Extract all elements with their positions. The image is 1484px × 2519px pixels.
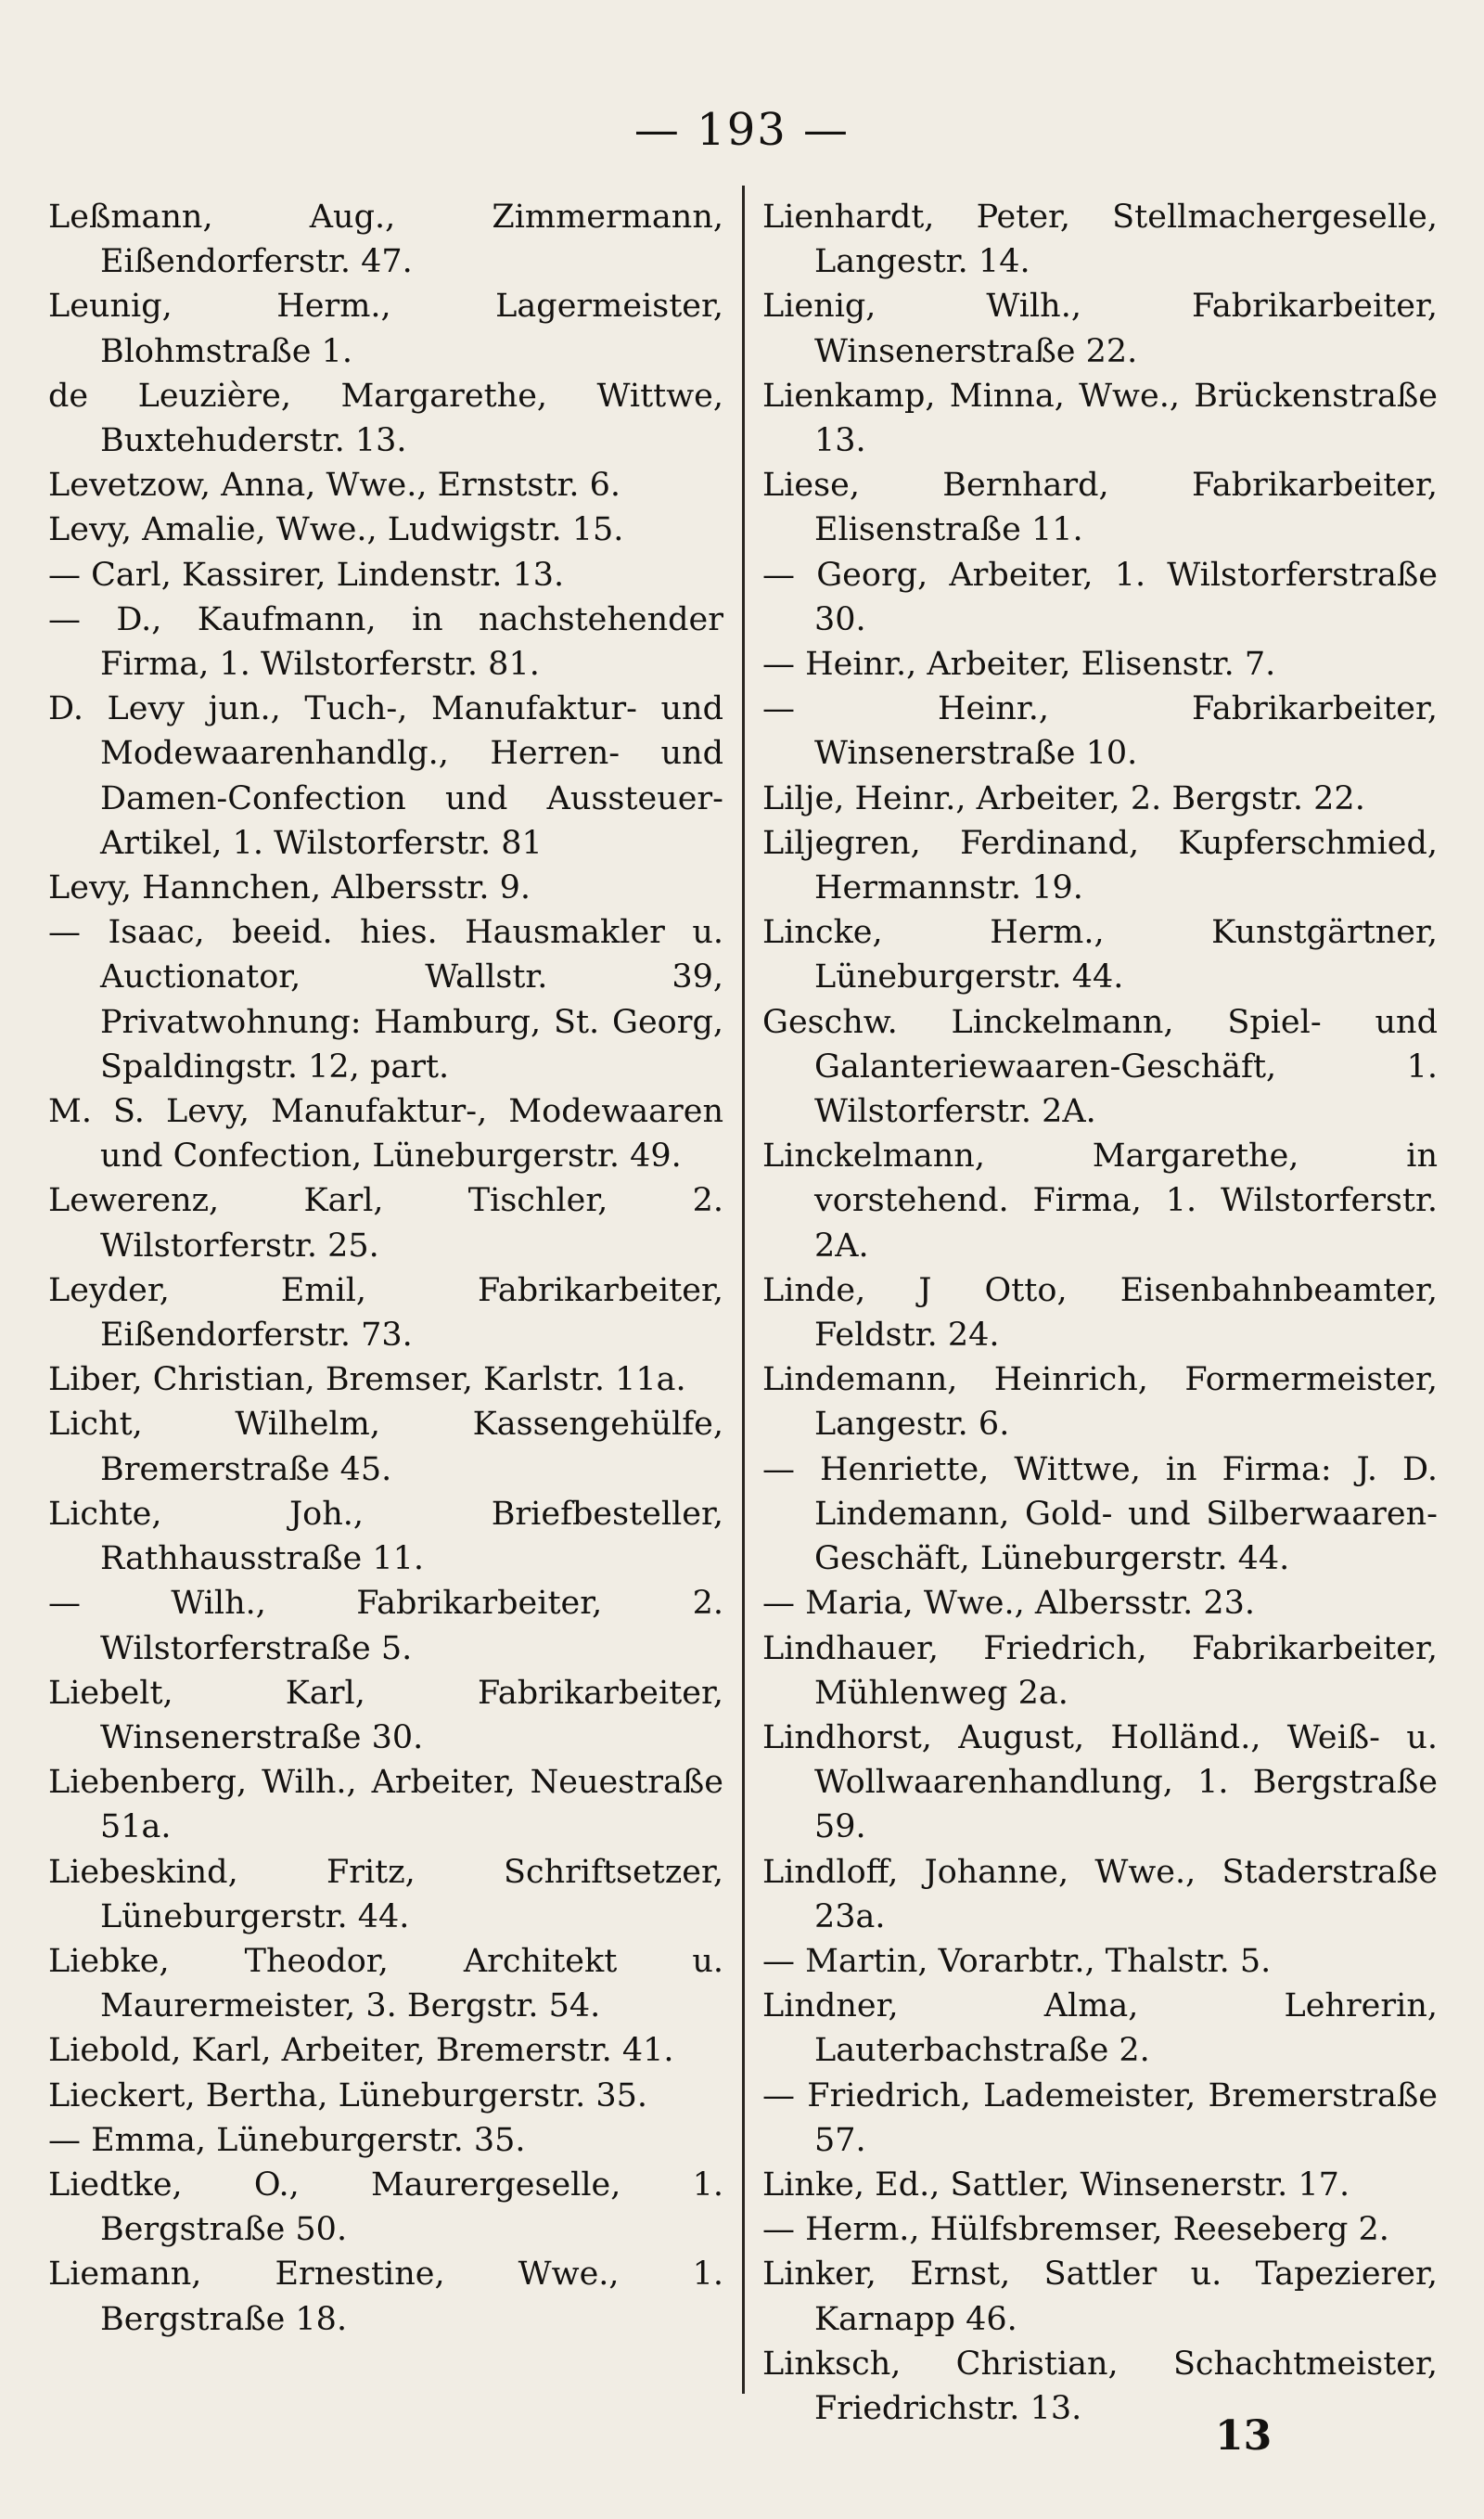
- directory-entry: — Henriette, Wittwe, in Firma: J. D. Lindemann, Gold- und Silberwaaren-Geschäft, Lüneburgerstr. 44.: [762, 1450, 1438, 1578]
- directory-entry: M. S. Levy, Manufaktur-, Modewaaren und Confection, Lüneburgerstr. 49.: [48, 1093, 723, 1176]
- directory-entry: Lewerenz, Karl, Tischler, 2. Wilstorferstr. 25.: [48, 1182, 723, 1265]
- directory-entry: Lilje, Heinr., Arbeiter, 2. Bergstr. 22.: [762, 779, 1365, 817]
- directory-entry: — Isaac, beeid. hies. Hausmakler u. Auctionator, Wallstr. 39, Privatwohnung: Hamburg, St. Georg, Spaldingstr. 12, part.: [48, 914, 723, 1086]
- directory-entry: Linde, J Otto, Eisenbahnbeamter, Feldstr. 24.: [762, 1271, 1438, 1355]
- directory-entry: Liedtke, O., Maurergeselle, 1. Bergstraße 50.: [48, 2166, 723, 2249]
- directory-entry: Lindemann, Heinrich, Formermeister, Langestr. 6.: [762, 1361, 1438, 1444]
- directory-entry: — Herm., Hülfsbremser, Reeseberg 2.: [762, 2211, 1389, 2249]
- directory-entry: de Leuzière, Margarethe, Wittwe, Buxtehuderstr. 13.: [48, 377, 723, 460]
- directory-entry: — Martin, Vorarbtr., Thalstr. 5.: [762, 1942, 1272, 1980]
- right-column: [762, 195, 1438, 2431]
- directory-entry: — Heinr., Fabrikarbeiter, Winsenerstraße 10.: [762, 690, 1438, 773]
- directory-entry: Lieckert, Bertha, Lüneburgerstr. 35.: [48, 2076, 647, 2114]
- left-column: [48, 195, 723, 2342]
- directory-entry: Liber, Christian, Bremser, Karlstr. 11a.: [48, 1361, 686, 1399]
- directory-entry: Lincke, Herm., Kunstgärtner, Lüneburgerstr. 44.: [762, 914, 1438, 996]
- directory-entry: Leyder, Emil, Fabrikarbeiter, Eißendorferstr. 73.: [48, 1271, 723, 1355]
- directory-entry: Lindloff, Johanne, Wwe., Staderstraße 23a.: [762, 1853, 1438, 1935]
- directory-entry: Lichte, Joh., Briefbesteller, Rathhausstraße 11.: [48, 1495, 723, 1578]
- page-number: — 193 —: [633, 104, 851, 156]
- directory-entry: — Carl, Kassirer, Lindenstr. 13.: [48, 556, 565, 594]
- directory-entry: Linksch, Christian, Schachtmeister, Friedrichstr. 13.: [762, 2345, 1438, 2427]
- directory-entry: Liebelt, Karl, Fabrikarbeiter, Winsenerstraße 30.: [48, 1674, 723, 1756]
- directory-entry: Licht, Wilhelm, Kassengehülfe, Bremerstraße 45.: [48, 1406, 723, 1488]
- directory-entry: Geschw. Linckelmann, Spiel- und Galanteriewaaren-Geschäft, 1. Wilstorferstr. 2A.: [762, 1003, 1438, 1131]
- directory-entry: Liebeskind, Fritz, Schriftsetzer, Lüneburgerstr. 44.: [48, 1853, 723, 1935]
- directory-entry: Liljegren, Ferdinand, Kupferschmied, Hermannstr. 19.: [762, 824, 1438, 907]
- directory-entry: Linke, Ed., Sattler, Winsenerstr. 17.: [762, 2166, 1350, 2204]
- directory-entry: Lienkamp, Minna, Wwe., Brückenstraße 13.: [762, 377, 1438, 460]
- directory-entry: — Emma, Lüneburgerstr. 35.: [48, 2121, 526, 2159]
- directory-entry: — D., Kaufmann, in nachstehender Firma, 1. Wilstorferstr. 81.: [48, 600, 723, 684]
- directory-entry: D. Levy jun., Tuch-, Manufaktur- und Modewaarenhandlg., Herren- und Damen-Confection und Aussteuer-Artikel, 1. Wilstorferstr. 81: [48, 690, 723, 862]
- directory-entry: — Wilh., Fabrikarbeiter, 2. Wilstorferstraße 5.: [48, 1585, 723, 1667]
- directory-entry: Levy, Amalie, Wwe., Ludwigstr. 15.: [48, 511, 624, 549]
- directory-entry: Leunig, Herm., Lagermeister, Blohmstraße 1.: [48, 288, 723, 370]
- directory-entry: Liese, Bernhard, Fabrikarbeiter, Elisenstraße 11.: [762, 467, 1438, 549]
- directory-entry: Leßmann, Aug., Zimmermann, Eißendorferstr. 47.: [48, 199, 723, 281]
- column-divider: [742, 186, 745, 2394]
- directory-entry: Levetzow, Anna, Wwe., Ernststr. 6.: [48, 467, 620, 505]
- directory-entry: — Georg, Arbeiter, 1. Wilstorferstraße 30.: [762, 556, 1438, 638]
- signature-mark: 13: [1215, 2412, 1273, 2460]
- directory-entry: Liebke, Theodor, Architekt u. Maurermeister, 3. Bergstr. 54.: [48, 1942, 723, 2025]
- directory-entry: Linckelmann, Margarethe, in vorstehend. Firma, 1. Wilstorferstr. 2A.: [762, 1137, 1438, 1265]
- directory-entry: Liebold, Karl, Arbeiter, Bremerstr. 41.: [48, 2032, 674, 2070]
- directory-entry: — Friedrich, Lademeister, Bremerstraße 57.: [762, 2076, 1438, 2159]
- directory-entry: Lindner, Alma, Lehrerin, Lauterbachstraße 2.: [762, 1987, 1438, 2070]
- directory-entry: Lienig, Wilh., Fabrikarbeiter, Winsenerstraße 22.: [762, 288, 1438, 370]
- directory-entry: Lindhorst, August, Holländ., Weiß- u. Wollwaarenhandlung, 1. Bergstraße 59.: [762, 1718, 1438, 1846]
- directory-entry: Levy, Hannchen, Albersstr. 9.: [48, 869, 531, 907]
- directory-entry: Linker, Ernst, Sattler u. Tapezierer, Karnapp 46.: [762, 2256, 1438, 2338]
- directory-entry: Liemann, Ernestine, Wwe., 1. Bergstraße 18.: [48, 2256, 723, 2338]
- directory-entry: — Heinr., Arbeiter, Elisenstr. 7.: [762, 646, 1276, 684]
- directory-entry: Lienhardt, Peter, Stellmachergeselle, Langestr. 14.: [762, 199, 1438, 281]
- directory-entry: Lindhauer, Friedrich, Fabrikarbeiter, Mühlenweg 2a.: [762, 1629, 1438, 1712]
- directory-entry: — Maria, Wwe., Albersstr. 23.: [762, 1585, 1255, 1623]
- directory-entry: Liebenberg, Wilh., Arbeiter, Neuestraße 51a.: [48, 1764, 723, 1846]
